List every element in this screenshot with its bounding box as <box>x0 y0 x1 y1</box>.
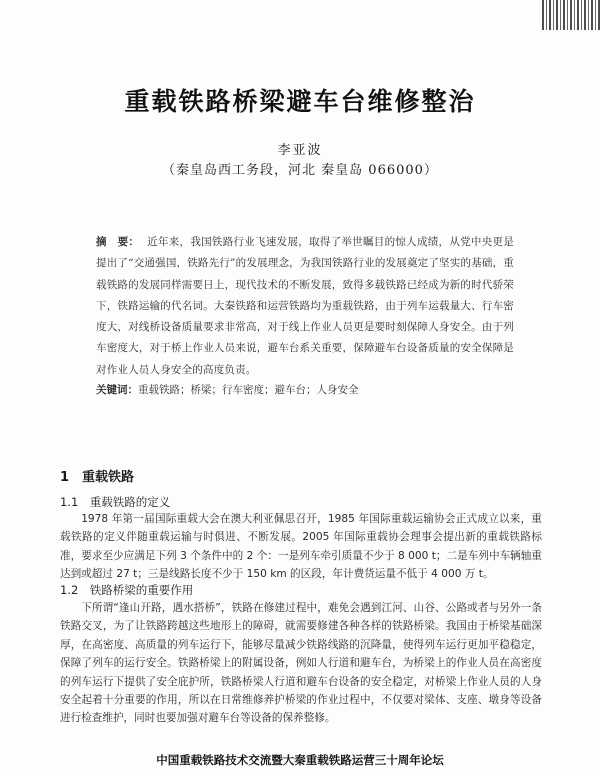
author-affiliation: （秦皇岛西工务段，河北 秦皇岛 066000） <box>162 163 438 178</box>
section-1-2-paragraph: 下所谓“逢山开路，遇水搭桥”，铁路在修建过程中，难免会遇到江河、山谷、公路或者与另外一条铁路交叉，为了让铁路跨越这些地形上的障碍，就需要修建各种各样的铁路桥梁。我国由于桥梁基础深厚，在高密度、高质量的列车运行下，能够尽量减少铁路线路的沉降量，使得列车运行更加平稳稳定，保障了列车的运行安全。铁路桥梁上的附属设备，例如人行道和避车台，为桥梁上的作业人员在高密度的列车运行下提供了安全庇护所，铁路桥梁人行道和避车台设备的安全稳定，对桥梁上作业人员的人身安全起着十分重要的作用，所以在日常维修养护桥梁的作业过程中，不仅要对梁体、支座、墩身等设备进行检查维护，同时也要加强对避车台等设备的保养整修。 <box>60 602 542 725</box>
keywords-block <box>96 382 514 398</box>
section-1-heading: 1 重载铁路 <box>60 470 135 485</box>
scan-edge-mark <box>542 0 600 30</box>
abstract-text: 近年来，我国铁路行业飞速发展，取得了举世瞩目的惊人成绩，从党中央更是提出了“交通强国，铁路先行”的发展理念，为我国铁路行业的发展奠定了坚实的基础，重载铁路的发展同样需要日上，现代技术的不断发展，致得多载铁路已经成为新的时代骄荣下，铁路运输的代名词。大秦铁路和运营铁路均为重载铁路，由于列车运载量大、行车密度大，对线桥设备质量要求非常高，对于线上作业人员更是要时刻保障人身安全。由于列车密度大，对于桥上作业人员来说，避车台系关重要，保障避车台设备质量的安全保障是对作业人员人身安全的高度负责。 <box>96 236 514 376</box>
section-1-2-heading: 1.2 铁路桥梁的重要作用 <box>60 583 194 597</box>
section-1-1-heading: 1.1 重载铁路的定义 <box>60 495 171 509</box>
abstract-block <box>96 232 514 381</box>
page-footer: 中国重载铁路技术交流暨大秦重载铁路运营三十周年论坛 <box>156 753 444 767</box>
keywords-label: 关键词： <box>96 384 138 396</box>
author-name: 李亚波 <box>277 143 323 158</box>
abstract-label: 摘 要： <box>96 236 140 248</box>
section-1-1-paragraph: 1978 年第一届国际重载大会在澳大利亚佩思召开，1985 年国际重载运输协会正式成立以来，重载铁路的定义伴随重载运输与时俱进、不断发展。2005 年国际重载协会理事会提出新的重载铁路标准，要求至少应满足下列 3 个条件中的 2 个：一是列车牵引质量不少于 8 000 t；二是车列中车辆轴重达到或超过 27 t；三是线路长度不少于 150 km 的区段，年计费货运量不低于 4 000 万 t。 <box>60 513 542 581</box>
paper-title: 重载铁路桥梁避车台维修整治 <box>124 87 476 116</box>
keywords-text: 重载铁路；桥梁；行车密度；避车台；人身安全 <box>138 384 359 396</box>
